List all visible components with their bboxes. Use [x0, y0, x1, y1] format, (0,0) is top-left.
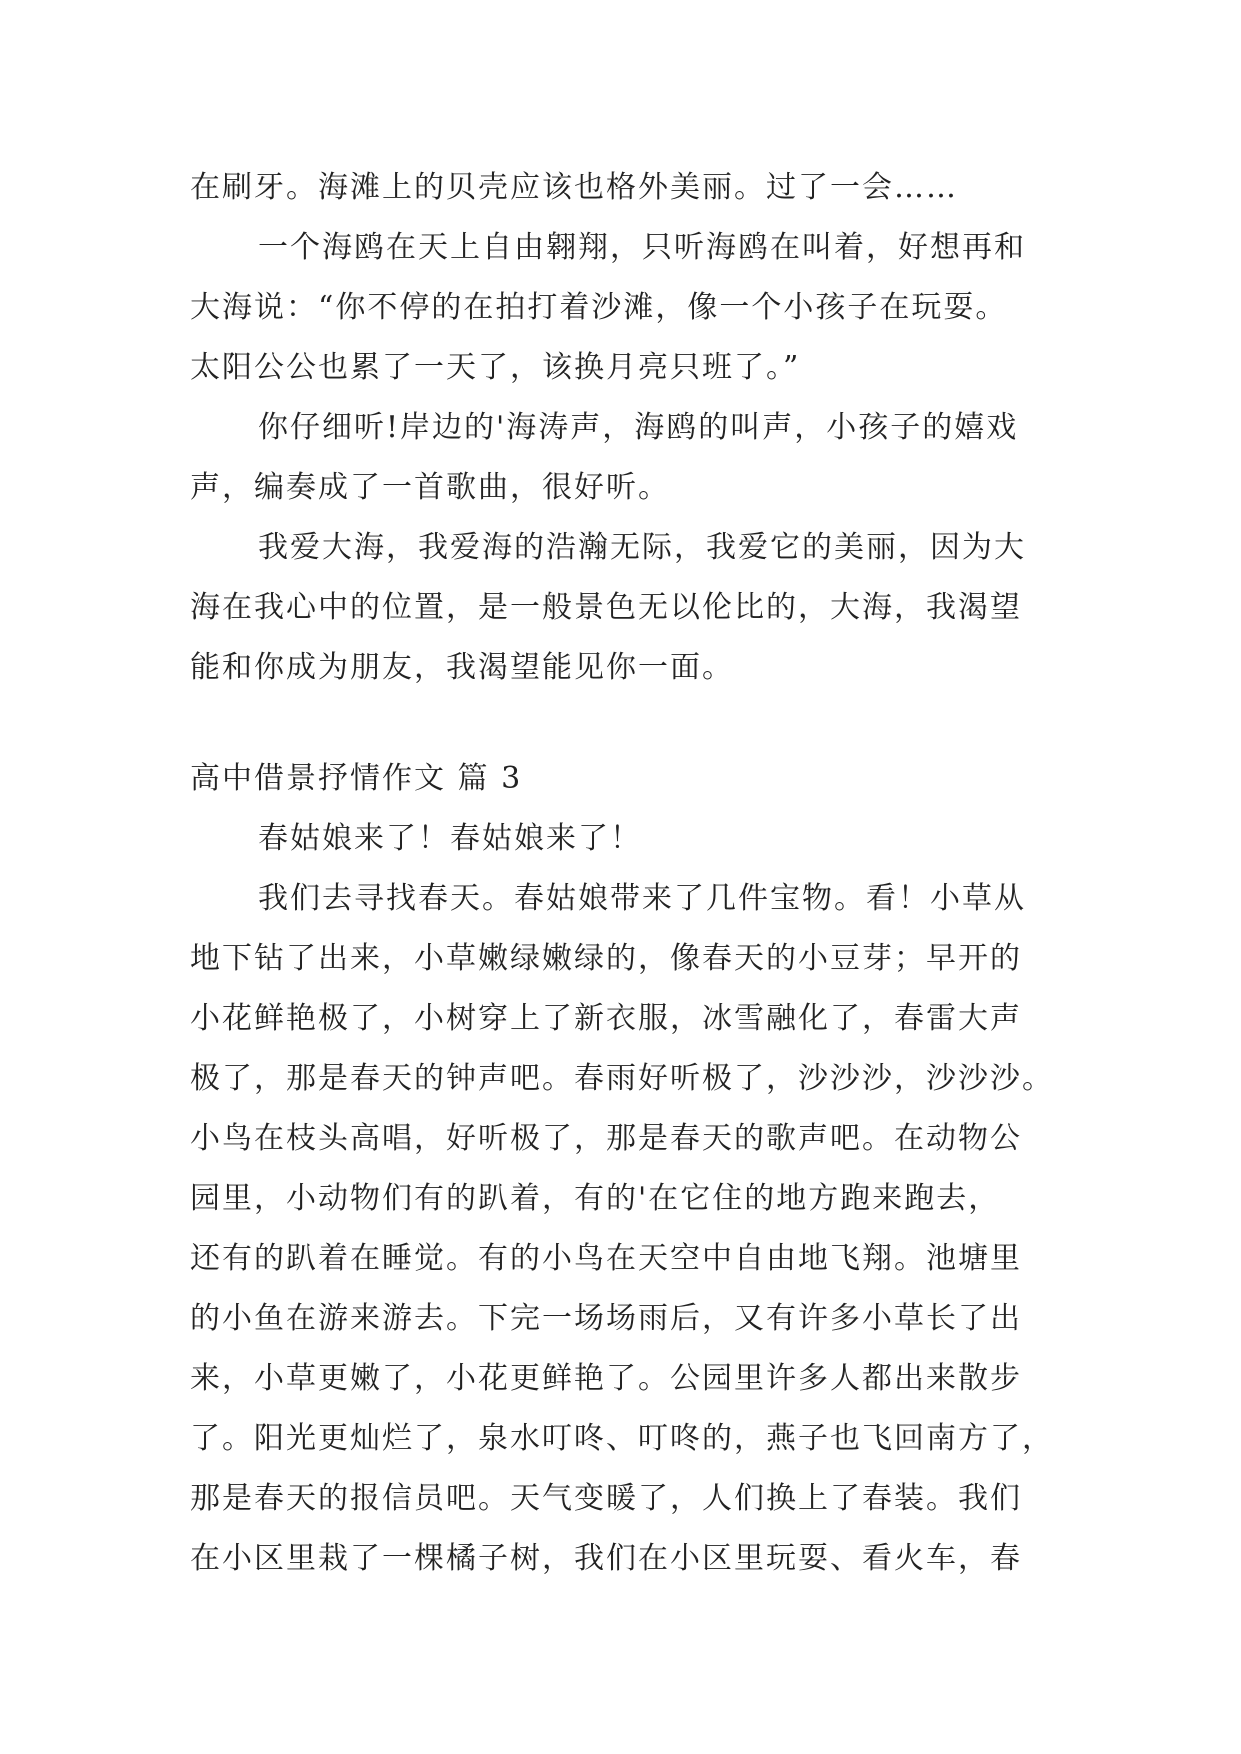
text-line: 你仔细听!岸边的'海涛声，海鸥的叫声，小孩子的嬉戏 — [258, 410, 1019, 445]
text-line: 地下钻了出来，小草嫩绿嫩绿的，像春天的小豆芽；早开的 — [190, 941, 1022, 976]
text-line: 一个海鸥在天上自由翱翔，只听海鸥在叫着，好想再和 — [258, 230, 1026, 265]
text-line: 我们去寻找春天。春姑娘带来了几件宝物。看！小草从 — [258, 881, 1026, 916]
text-line: 海在我心中的位置，是一般景色无以伦比的，大海，我渴望 — [190, 590, 1022, 625]
section-heading: 高中借景抒情作文 篇 3 — [190, 761, 523, 796]
text-line: 还有的趴着在睡觉。有的小鸟在天空中自由地飞翔。池塘里 — [190, 1241, 1022, 1276]
text-line: 我爱大海，我爱海的浩瀚无际，我爱它的美丽，因为大 — [258, 530, 1026, 565]
text-line: 能和你成为朋友，我渴望能见你一面。 — [190, 650, 734, 685]
text-line: 太阳公公也累了一天了，该换月亮只班了。” — [190, 350, 801, 385]
text-line: 的小鱼在游来游去。下完一场场雨后，又有许多小草长了出 — [190, 1301, 1022, 1336]
text-line: 在小区里栽了一棵橘子树，我们在小区里玩耍、看火车，春 — [190, 1541, 1022, 1576]
text-line: 在刷牙。海滩上的贝壳应该也格外美丽。过了一会…… — [190, 170, 958, 205]
text-line: 大海说：“你不停的在拍打着沙滩，像一个小孩子在玩耍。 — [190, 290, 1008, 325]
text-line: 极了，那是春天的钟声吧。春雨好听极了，沙沙沙，沙沙沙。 — [190, 1061, 1054, 1096]
text-line: 那是春天的报信员吧。天气变暖了，人们换上了春装。我们 — [190, 1481, 1022, 1516]
text-line: 声，编奏成了一首歌曲，很好听。 — [190, 470, 670, 505]
text-line: 小鸟在枝头高唱，好听极了，那是春天的歌声吧。在动物公 — [190, 1121, 1022, 1156]
text-line: 来，小草更嫩了，小花更鲜艳了。公园里许多人都出来散步 — [190, 1361, 1022, 1396]
text-line: 春姑娘来了！春姑娘来了！ — [258, 821, 642, 856]
text-line: 了。阳光更灿烂了，泉水叮咚、叮咚的，燕子也飞回南方了， — [190, 1421, 1054, 1456]
text-line: 园里，小动物们有的趴着，有的'在它住的地方跑来跑去， — [190, 1181, 1001, 1216]
text-line: 小花鲜艳极了，小树穿上了新衣服，冰雪融化了，春雷大声 — [190, 1001, 1022, 1036]
